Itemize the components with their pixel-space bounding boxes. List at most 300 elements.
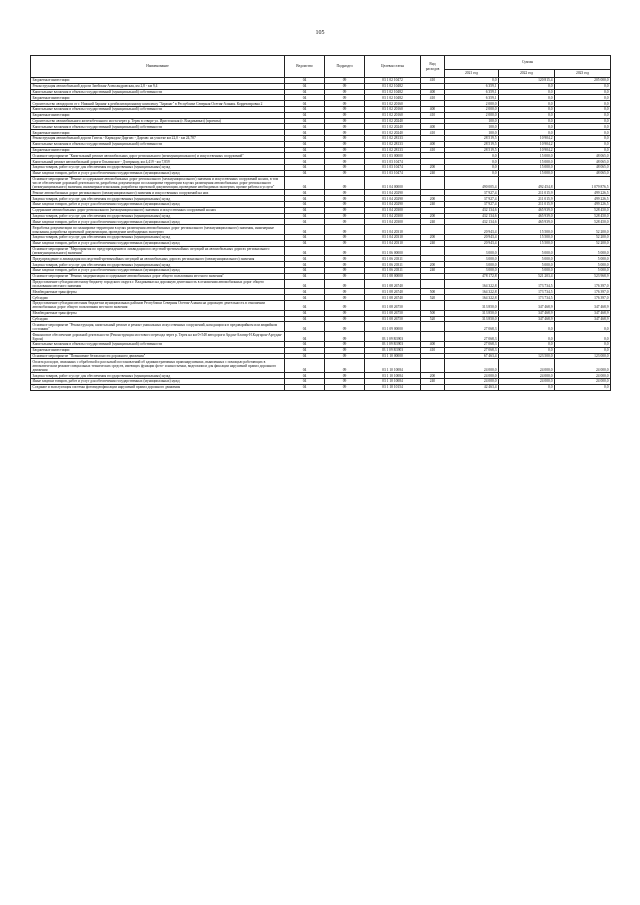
cell-2023: 0,0 — [555, 384, 611, 390]
cell-2022: 15 000,0 — [499, 164, 555, 170]
cell-razdel: 09 — [325, 373, 365, 379]
cell-2023: 0,0 — [555, 112, 611, 118]
cell-2022: 0,0 — [499, 347, 555, 353]
cell-2023: 0,0 — [555, 347, 611, 353]
table-row — [31, 279, 611, 289]
cell-vid: 240 — [421, 379, 445, 385]
cell-vid: 200 — [421, 164, 445, 170]
cell-target: 03 1 02 20160 — [365, 101, 421, 107]
cell-2021: 313 850,0 — [445, 316, 499, 322]
table-row — [31, 176, 611, 190]
cell-2023: 523 968,9 — [555, 273, 611, 279]
cell-vid — [421, 300, 445, 310]
cell-2021: 24 000,0 — [445, 379, 499, 385]
cell-2021: 0,0 — [445, 170, 499, 176]
cell-2022: 123 500,0 — [499, 353, 555, 359]
cell-target: 03 1 10 10154 — [365, 384, 421, 390]
cell-2022: 10 904,2 — [499, 141, 555, 147]
cell-2022: 5 000,0 — [499, 262, 555, 268]
cell-vid: 400 — [421, 141, 445, 147]
cell-razdel: 09 — [325, 342, 365, 348]
cell-2021: 490 005,4 — [445, 176, 499, 190]
cell-vedomstvo: 04 — [285, 322, 325, 332]
cell-name: Иные закупки товаров, работ и услуг для обеспечения государственных (муниципальных) нужд — [31, 240, 285, 246]
cell-2023: 499 226,5 — [555, 190, 611, 196]
cell-razdel: 09 — [325, 322, 365, 332]
cell-2022: 211 015,9 — [499, 201, 555, 207]
cell-2023: 52 200,0 — [555, 234, 611, 240]
cell-2023: 205 000,0 — [555, 78, 611, 84]
cell-name: Иные закупки товаров, работ и услуг для обеспечения государственных (муниципальных) нужд — [31, 379, 285, 385]
cell-vedomstvo: 04 — [285, 118, 325, 124]
cell-name: Иные закупки товаров, работ и услуг для обеспечения государственных (муниципальных) нужд — [31, 267, 285, 273]
cell-target: 03 1 02 20240 — [365, 124, 421, 130]
cell-razdel: 09 — [325, 130, 365, 136]
cell-name: Основное мероприятие "Ремонт и содержание автомобильных дорог регионального (межмуниципального) значения и искусственных сооружений на них, в том числе обеспечение дорожной деятельности, разработка документации по планировке территории в целях размещения автомобильных дорог регионального (межмуниципального) значения, инженерные изыскания, разработка проектной документации, проведение необходимых экспертиз, прочие работы и услуги" — [31, 176, 285, 190]
cell-vedomstvo: 04 — [285, 295, 325, 301]
cell-name: Субсидии — [31, 316, 285, 322]
cell-target: 03 1 02 10482 — [365, 83, 421, 89]
cell-vid — [421, 322, 445, 332]
cell-vid: 400 — [421, 124, 445, 130]
cell-2023: 0,0 — [555, 95, 611, 101]
cell-target: 03 1 08 26750 — [365, 300, 421, 310]
cell-target: 03 1 04 20290 — [365, 190, 421, 196]
cell-2023: 528 450,0 — [555, 219, 611, 225]
cell-2022: 10 904,2 — [499, 135, 555, 141]
cell-target: 03 1 04 20310 — [365, 240, 421, 246]
cell-name: Закупка товаров, работ и услуг для обеспечения государственных (муниципальных) нужд — [31, 234, 285, 240]
cell-2021: 164 322,8 — [445, 295, 499, 301]
cell-vedomstvo: 04 — [285, 384, 325, 390]
cell-2021: 2 000,0 — [445, 101, 499, 107]
cell-target: 03 1 04 20310 — [365, 234, 421, 240]
cell-vedomstvo: 04 — [285, 124, 325, 130]
cell-razdel: 09 — [325, 89, 365, 95]
cell-vid: 200 — [421, 262, 445, 268]
table-row — [31, 322, 611, 332]
cell-razdel: 09 — [325, 316, 365, 322]
cell-razdel: 09 — [325, 196, 365, 202]
cell-name: Ремонт автомобильных дорог регионального (межмуниципального) значения и искусственных сооружений на них — [31, 190, 285, 196]
cell-2023: 347 468,9 — [555, 310, 611, 316]
cell-2021: 100,0 — [445, 124, 499, 130]
cell-2023: 48 065,0 — [555, 153, 611, 159]
cell-2023: 0,0 — [555, 342, 611, 348]
cell-razdel: 09 — [325, 240, 365, 246]
cell-vid — [421, 176, 445, 190]
cell-name: Строительство автодороги от г. Нижний Зарамаг к реабилитационному комплексу "Зарамаг" в Республике Северная Осетия-Алания. Корректировка 2 — [31, 101, 285, 107]
cell-2023: 528 450,0 — [555, 213, 611, 219]
cell-target: 03 1 03 10474 — [365, 159, 421, 165]
cell-vid: 500 — [421, 289, 445, 295]
cell-razdel: 09 — [325, 246, 365, 256]
cell-razdel: 09 — [325, 213, 365, 219]
cell-2021: 2 000,0 — [445, 106, 499, 112]
cell-name: Капитальные вложения в объекты государственной (муниципальной) собственности — [31, 89, 285, 95]
cell-2023: 499 226,5 — [555, 196, 611, 202]
cell-name: Реконструкция автомобильной дороги Гизель - Кармадон-Даргавс - Даргавс на участке км 22,0 - км 24,787 — [31, 135, 285, 141]
cell-name: Оплата расходов, связанных с обработкой и рассылкой постановлений об административных правонарушениях, выявленных с помощью работающих в автоматическом режиме специальных технических средств, имеющих функции фото- и киносъемки, видеозаписи для фиксации нарушений правил дорожного движения — [31, 359, 285, 373]
table-row — [31, 225, 611, 235]
cell-2022: 0,0 — [499, 322, 555, 332]
cell-2023: 176 397,0 — [555, 279, 611, 289]
cell-2023: 24 000,0 — [555, 379, 611, 385]
cell-2021: 6 359,1 — [445, 89, 499, 95]
cell-2022: 173 734,5 — [499, 289, 555, 295]
cell-vedomstvo: 04 — [285, 112, 325, 118]
cell-vid: 400 — [421, 89, 445, 95]
cell-2021: 37 927,4 — [445, 201, 499, 207]
cell-razdel: 09 — [325, 384, 365, 390]
cell-vid: 410 — [421, 147, 445, 153]
cell-2022: 5 000,0 — [499, 256, 555, 262]
cell-2022: 0,0 — [499, 95, 555, 101]
cell-vedomstvo: 04 — [285, 342, 325, 348]
cell-2021: 27 068,3 — [445, 322, 499, 332]
cell-vedomstvo: 04 — [285, 332, 325, 342]
cell-name: Бюджетные инвестиции — [31, 78, 285, 84]
cell-2023: 5 000,0 — [555, 246, 611, 256]
cell-2021: 0,0 — [445, 78, 499, 84]
cell-vedomstvo: 04 — [285, 225, 325, 235]
header-y2022: 2022 год — [499, 70, 555, 78]
cell-name: Иные закупки товаров, работ и услуг для обеспечения государственных (муниципальных) нужд — [31, 201, 285, 207]
cell-vedomstvo: 04 — [285, 234, 325, 240]
cell-vedomstvo: 04 — [285, 170, 325, 176]
cell-2021: 164 322,8 — [445, 289, 499, 295]
cell-target: 03 1 08 26750 — [365, 310, 421, 316]
cell-2022: 0,0 — [499, 332, 555, 342]
cell-name: Предоставление субсидии местным бюджетам муниципальных районов Республики Северная Осетия-Алания на дорожную деятельность в отношении автомобильных дорог общего пользования местного значения — [31, 300, 285, 310]
cell-vedomstvo: 04 — [285, 359, 325, 373]
header-sums: Суммы — [445, 56, 611, 70]
cell-2022: 173 734,5 — [499, 295, 555, 301]
cell-2021: 28 519,5 — [445, 135, 499, 141]
cell-2022: 211 015,9 — [499, 190, 555, 196]
cell-2021: 100,0 — [445, 130, 499, 136]
cell-2023: 0,0 — [555, 130, 611, 136]
cell-razdel: 09 — [325, 170, 365, 176]
cell-2021: 42 463,4 — [445, 384, 499, 390]
cell-2022: 492 454,8 — [499, 176, 555, 190]
cell-2023: 48 065,0 — [555, 164, 611, 170]
cell-2022: 347 468,9 — [499, 316, 555, 322]
cell-2023: 0,0 — [555, 124, 611, 130]
cell-vedomstvo: 04 — [285, 219, 325, 225]
cell-2022: 211 015,9 — [499, 196, 555, 202]
cell-vedomstvo: 04 — [285, 213, 325, 219]
cell-razdel: 09 — [325, 273, 365, 279]
cell-razdel: 09 — [325, 310, 365, 316]
header-vid: Вид расходов — [421, 56, 445, 78]
cell-target: 03 1 02 20240 — [365, 118, 421, 124]
cell-2022: 24 000,0 — [499, 379, 555, 385]
cell-razdel: 09 — [325, 95, 365, 101]
cell-target: 03 1 04 20300 — [365, 213, 421, 219]
cell-2023: 24 000,0 — [555, 359, 611, 373]
cell-name: Основное мероприятие "Мероприятия по предупреждению и ликвидации последствий чрезвычайных ситуаций на автомобильных дорогах регионального (межмуниципального) значения" — [31, 246, 285, 256]
cell-name: Реконструкция автомобильной дороги Змейская-Александровская, км 2,8 - км 9,4 — [31, 83, 285, 89]
cell-razdel: 09 — [325, 359, 365, 373]
cell-razdel: 09 — [325, 262, 365, 268]
cell-razdel: 09 — [325, 106, 365, 112]
cell-2023: 48 065,0 — [555, 170, 611, 176]
cell-name: Закупка товаров, работ и услуг для обеспечения государственных (муниципальных) нужд — [31, 213, 285, 219]
cell-vedomstvo: 04 — [285, 106, 325, 112]
cell-2023: 0,0 — [555, 83, 611, 89]
cell-name: Бюджетные инвестиции — [31, 347, 285, 353]
cell-2022: 0,0 — [499, 124, 555, 130]
cell-2021: 432 134,6 — [445, 213, 499, 219]
cell-2023: 347 468,9 — [555, 300, 611, 310]
cell-2023: 0,0 — [555, 141, 611, 147]
cell-vedomstvo: 04 — [285, 373, 325, 379]
cell-2021: 27 068,3 — [445, 332, 499, 342]
cell-2022: 120 815,4 — [499, 78, 555, 84]
cell-2021: 67 463,4 — [445, 353, 499, 359]
cell-2021: 24 000,0 — [445, 359, 499, 373]
cell-vedomstvo: 04 — [285, 196, 325, 202]
cell-2022: 10 904,2 — [499, 147, 555, 153]
cell-target: 03 1 08 26750 — [365, 316, 421, 322]
cell-vedomstvo: 04 — [285, 101, 325, 107]
cell-2022: 0,0 — [499, 101, 555, 107]
cell-target: 03 1 10 10084 — [365, 379, 421, 385]
cell-2022: 347 468,9 — [499, 310, 555, 316]
cell-vedomstvo: 04 — [285, 240, 325, 246]
cell-2022: 0,0 — [499, 89, 555, 95]
cell-name: Бюджетные инвестиции — [31, 95, 285, 101]
cell-target: 03 1 10 10084 — [365, 359, 421, 373]
cell-2023: 5 000,0 — [555, 256, 611, 262]
cell-2022: 0,0 — [499, 384, 555, 390]
cell-target: 03 1 08 26740 — [365, 295, 421, 301]
cell-vedomstvo: 04 — [285, 176, 325, 190]
cell-razdel: 09 — [325, 159, 365, 165]
cell-vid: 520 — [421, 316, 445, 322]
cell-2023: 0,0 — [555, 332, 611, 342]
cell-2021: 24 000,0 — [445, 373, 499, 379]
cell-target: 03 1 02 10482 — [365, 95, 421, 101]
cell-2021: 6 359,1 — [445, 83, 499, 89]
cell-vedomstvo: 04 — [285, 300, 325, 310]
cell-2022: 0,0 — [499, 106, 555, 112]
cell-razdel: 09 — [325, 207, 365, 213]
budget-table — [30, 55, 611, 391]
cell-2022: 465 939,0 — [499, 213, 555, 219]
cell-2022: 15 500,0 — [499, 240, 555, 246]
cell-2022: 0,0 — [499, 118, 555, 124]
cell-name: Иные закупки товаров, работ и услуг для обеспечения государственных (муниципальных) нужд — [31, 170, 285, 176]
table-row — [31, 246, 611, 256]
cell-name: Закупка товаров, работ и услуг для обеспечения государственных (муниципальных) нужд — [31, 164, 285, 170]
cell-razdel: 09 — [325, 379, 365, 385]
cell-vedomstvo: 04 — [285, 379, 325, 385]
cell-vedomstvo: 04 — [285, 267, 325, 273]
cell-2022: 15 000,0 — [499, 170, 555, 176]
cell-name: Бюджетные инвестиции — [31, 147, 285, 153]
cell-vid: 410 — [421, 112, 445, 118]
cell-2023: 1 079 876,5 — [555, 176, 611, 190]
cell-name: Финансовое обеспечение дорожной деятельности (Реконструкция мостового перехода через р. Терек на км 0+548 автодороги Ардон-Алагир-Н.Кадгарон-Аргудан-Бурон) — [31, 332, 285, 342]
cell-vedomstvo: 04 — [285, 159, 325, 165]
cell-vedomstvo: 04 — [285, 130, 325, 136]
cell-vedomstvo: 04 — [285, 164, 325, 170]
cell-vid: 200 — [421, 373, 445, 379]
cell-vedomstvo: 04 — [285, 316, 325, 322]
cell-2021: 20 943,4 — [445, 234, 499, 240]
cell-name: Капитальные вложения в объекты государственной (муниципальной) собственности — [31, 342, 285, 348]
cell-vid: 200 — [421, 213, 445, 219]
cell-vedomstvo: 04 — [285, 353, 325, 359]
cell-vid: 500 — [421, 310, 445, 316]
cell-target: 03 1 04 20290 — [365, 201, 421, 207]
cell-target: 03 1 03 10474 — [365, 164, 421, 170]
cell-target: 03 1 06 20311 — [365, 256, 421, 262]
cell-razdel: 09 — [325, 201, 365, 207]
cell-razdel: 09 — [325, 295, 365, 301]
cell-target: 03 1 06 00000 — [365, 246, 421, 256]
cell-vid: 240 — [421, 240, 445, 246]
cell-vid — [421, 384, 445, 390]
cell-vid: 200 — [421, 196, 445, 202]
cell-razdel: 09 — [325, 78, 365, 84]
cell-2022: 521 203,4 — [499, 273, 555, 279]
cell-2022: 24 000,0 — [499, 359, 555, 373]
cell-name: Основное мероприятие "Капитальный ремонт автомобильных дорог регионального (межмуниципального) и искусственных сооружений" — [31, 153, 285, 159]
cell-2023: 0,0 — [555, 106, 611, 112]
cell-vid — [421, 225, 445, 235]
cell-name: Предоставление субсидии местному бюджету городского округа г. Владикавказ на дорожную деятельность в отношении автомобильных дорог общего пользования местного значения — [31, 279, 285, 289]
header-razdel: Подраздел — [325, 56, 365, 78]
cell-2023: 48 065,0 — [555, 159, 611, 165]
cell-target: 03 1 04 20310 — [365, 225, 421, 235]
cell-2023: 24 000,0 — [555, 373, 611, 379]
cell-vedomstvo: 04 — [285, 256, 325, 262]
cell-target: 03 1 06 20311 — [365, 267, 421, 273]
cell-2022: 15 500,0 — [499, 225, 555, 235]
header-vedomstvo: Ведомство — [285, 56, 325, 78]
cell-2021: 313 850,0 — [445, 300, 499, 310]
cell-razdel: 09 — [325, 225, 365, 235]
cell-vid — [421, 359, 445, 373]
cell-2021: 37 927,4 — [445, 190, 499, 196]
cell-vedomstvo: 04 — [285, 279, 325, 289]
cell-target: 03 1 02 20160 — [365, 112, 421, 118]
cell-vedomstvo: 04 — [285, 207, 325, 213]
cell-vid: 240 — [421, 219, 445, 225]
cell-vid: 520 — [421, 295, 445, 301]
cell-2023: 52 200,0 — [555, 240, 611, 246]
cell-name: Межбюджетные трансферты — [31, 310, 285, 316]
cell-vedomstvo: 04 — [285, 246, 325, 256]
cell-vedomstvo: 04 — [285, 147, 325, 153]
cell-vid: 410 — [421, 78, 445, 84]
cell-razdel: 09 — [325, 332, 365, 342]
cell-vedomstvo: 04 — [285, 201, 325, 207]
cell-target: 03 1 04 20300 — [365, 219, 421, 225]
cell-2023: 123 000,0 — [555, 353, 611, 359]
cell-target: 03 1 08 00000 — [365, 273, 421, 279]
cell-2022: 24 000,0 — [499, 373, 555, 379]
cell-name: Содержание автомобильных дорог регионального (межмуниципального) значения и искусственных сооружений на них — [31, 207, 285, 213]
cell-razdel: 09 — [325, 219, 365, 225]
cell-razdel: 09 — [325, 83, 365, 89]
cell-vid: 410 — [421, 347, 445, 353]
cell-2022: 5 000,0 — [499, 267, 555, 273]
cell-2021: 20 943,4 — [445, 240, 499, 246]
cell-vid: 200 — [421, 234, 445, 240]
cell-2023: 0,0 — [555, 118, 611, 124]
cell-2023: 347 468,9 — [555, 316, 611, 322]
cell-vid — [421, 332, 445, 342]
cell-razdel: 09 — [325, 101, 365, 107]
cell-target: 03 1 02 10472 — [365, 78, 421, 84]
cell-vid — [421, 279, 445, 289]
cell-2022: 0,0 — [499, 112, 555, 118]
cell-razdel: 09 — [325, 164, 365, 170]
cell-2022: 5 000,0 — [499, 246, 555, 256]
cell-target: 03 1 02 28133 — [365, 141, 421, 147]
cell-2021: 432 134,6 — [445, 207, 499, 213]
table-row — [31, 384, 611, 390]
cell-razdel: 09 — [325, 347, 365, 353]
header-y2021: 2021 год — [445, 70, 499, 78]
cell-2022: 173 734,5 — [499, 279, 555, 289]
cell-name: Закупка товаров, работ и услуг для обеспечения государственных (муниципальных) нужд — [31, 373, 285, 379]
cell-razdel: 09 — [325, 234, 365, 240]
cell-2021: 313 850,0 — [445, 310, 499, 316]
cell-vedomstvo: 04 — [285, 141, 325, 147]
cell-vedomstvo: 04 — [285, 135, 325, 141]
cell-name: Предупреждение и ликвидация последствий чрезвычайных ситуаций на автомобильных дорогах регионального (межмуниципального) значения — [31, 256, 285, 262]
cell-name: Капитальные вложения в объекты государственной (муниципальной) собственности — [31, 124, 285, 130]
cell-target: 03 1 02 10482 — [365, 89, 421, 95]
cell-2023: 5 000,0 — [555, 267, 611, 273]
cell-target: 03 1 09 00000 — [365, 322, 421, 332]
cell-target: 03 1 10 10084 — [365, 373, 421, 379]
cell-2023: 0,0 — [555, 89, 611, 95]
cell-razdel: 09 — [325, 118, 365, 124]
cell-vedomstvo: 04 — [285, 89, 325, 95]
cell-2022: 347 468,9 — [499, 300, 555, 310]
cell-target: 03 1 04 20300 — [365, 207, 421, 213]
cell-vedomstvo: 04 — [285, 190, 325, 196]
cell-name: Бюджетные инвестиции — [31, 112, 285, 118]
cell-razdel: 09 — [325, 190, 365, 196]
cell-2022: 0,0 — [499, 130, 555, 136]
cell-2021: 6 359,1 — [445, 95, 499, 101]
cell-vedomstvo: 04 — [285, 78, 325, 84]
cell-vid: 410 — [421, 95, 445, 101]
cell-target: 03 1 06 20311 — [365, 262, 421, 268]
cell-vid: 240 — [421, 170, 445, 176]
cell-2022: 15 500,0 — [499, 234, 555, 240]
cell-2021: 27 068,3 — [445, 342, 499, 348]
cell-2021: 0,0 — [445, 159, 499, 165]
header-target: Целевая статья — [365, 56, 421, 78]
cell-2023: 0,0 — [555, 135, 611, 141]
cell-vedomstvo: 04 — [285, 83, 325, 89]
cell-2022: 465 939,0 — [499, 219, 555, 225]
cell-2023: 176 397,0 — [555, 295, 611, 301]
table-row — [31, 359, 611, 373]
cell-2023: 499 226,5 — [555, 201, 611, 207]
cell-2021: 20 943,4 — [445, 225, 499, 235]
cell-2021: 28 519,5 — [445, 141, 499, 147]
header-y2023: 2023 год — [555, 70, 611, 78]
